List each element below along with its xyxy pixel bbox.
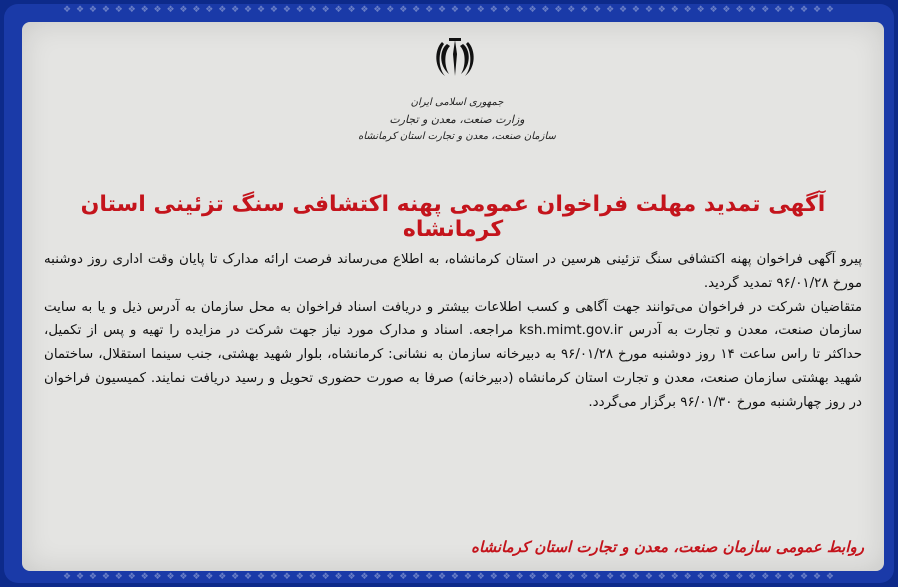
ad-frame <box>4 4 894 583</box>
paragraph-extension: پیرو آگهی فراخوان پهنه اکتشافی سنگ تزئینی هرسین در استان کرمانشاه، به اطلاع می‌رساند فرصت ارائه مدارک تا پایان وقت اداری روز دوشنبه مورخ ۹۶/۰۱/۲۸ تمدید گردید. <box>44 252 862 291</box>
paragraph-details: متقاضیان شرکت در فراخوان می‌توانند جهت آگاهی و کسب اطلاعات بیشتر و دریافت اسناد فراخوان به محل سازمان به آدرس ذیل و یا به سایت سازمان صنعت، معدن و تجارت به آدرس ksh.mimt.gov.ir مراجعه. اسناد و مدارک مورد نیاز جهت شرکت در مزایده را تهیه و پس از تکمیل، حداکثر تا راس ساعت ۱۴ روز دوشنبه مورخ ۹۶/۰۱/۲۸ به دبیرخانه سازمان به نشانی: کرمانشاه، بلوار شهید بهشتی، جنب سینما استقلال، ساختمان شهید بهشتی سازمان صنعت، معدن و تجارت استان کرمانشاه (دبیرخانه) صرفا به صورت حضوری تحویل و رسید دریافت نمایند. کمیسیون فراخوان در روز چهارشنبه مورخ ۹۶/۰۱/۳۰ برگزار می‌گردد. <box>44 299 862 410</box>
ad-body <box>44 248 862 415</box>
border-pattern-bottom: ❖ ❖ ❖ ❖ ❖ ❖ ❖ ❖ ❖ ❖ ❖ ❖ ❖ ❖ ❖ ❖ ❖ ❖ ❖ ❖ ❖ ❖ ❖ ❖ ❖ ❖ ❖ ❖ ❖ ❖ ❖ ❖ ❖ ❖ ❖ ❖ ❖ ❖ ❖ ❖ ❖ ❖ ❖ ❖ ❖ ❖ ❖ ❖ ❖ ❖ ❖ ❖ ❖ ❖ ❖ ❖ ❖ ❖ ❖ ❖ <box>63 572 835 582</box>
ad-title: آگهی تمدید مهلت فراخوان عمومی پهنه اکتشافی سنگ تزئینی استان کرمانشاه <box>80 192 826 242</box>
ministry-header <box>352 94 562 145</box>
iran-emblem-icon <box>433 36 477 80</box>
organization-label: سازمان صنعت، معدن و تجارت استان کرمانشاه <box>358 131 556 142</box>
republic-label: جمهوری اسلامی ایران <box>410 97 504 108</box>
ministry-label: وزارت صنعت، معدن و تجارت <box>389 113 525 126</box>
ad-paper <box>22 22 884 571</box>
public-relations-signature: روابط عمومی سازمان صنعت، معدن و تجارت استان کرمانشاه <box>471 538 864 556</box>
border-pattern-top: ❖ ❖ ❖ ❖ ❖ ❖ ❖ ❖ ❖ ❖ ❖ ❖ ❖ ❖ ❖ ❖ ❖ ❖ ❖ ❖ ❖ ❖ ❖ ❖ ❖ ❖ ❖ ❖ ❖ ❖ ❖ ❖ ❖ ❖ ❖ ❖ ❖ ❖ ❖ ❖ ❖ ❖ ❖ ❖ ❖ ❖ ❖ ❖ ❖ ❖ ❖ ❖ ❖ ❖ ❖ ❖ ❖ ❖ ❖ ❖ <box>63 5 835 15</box>
